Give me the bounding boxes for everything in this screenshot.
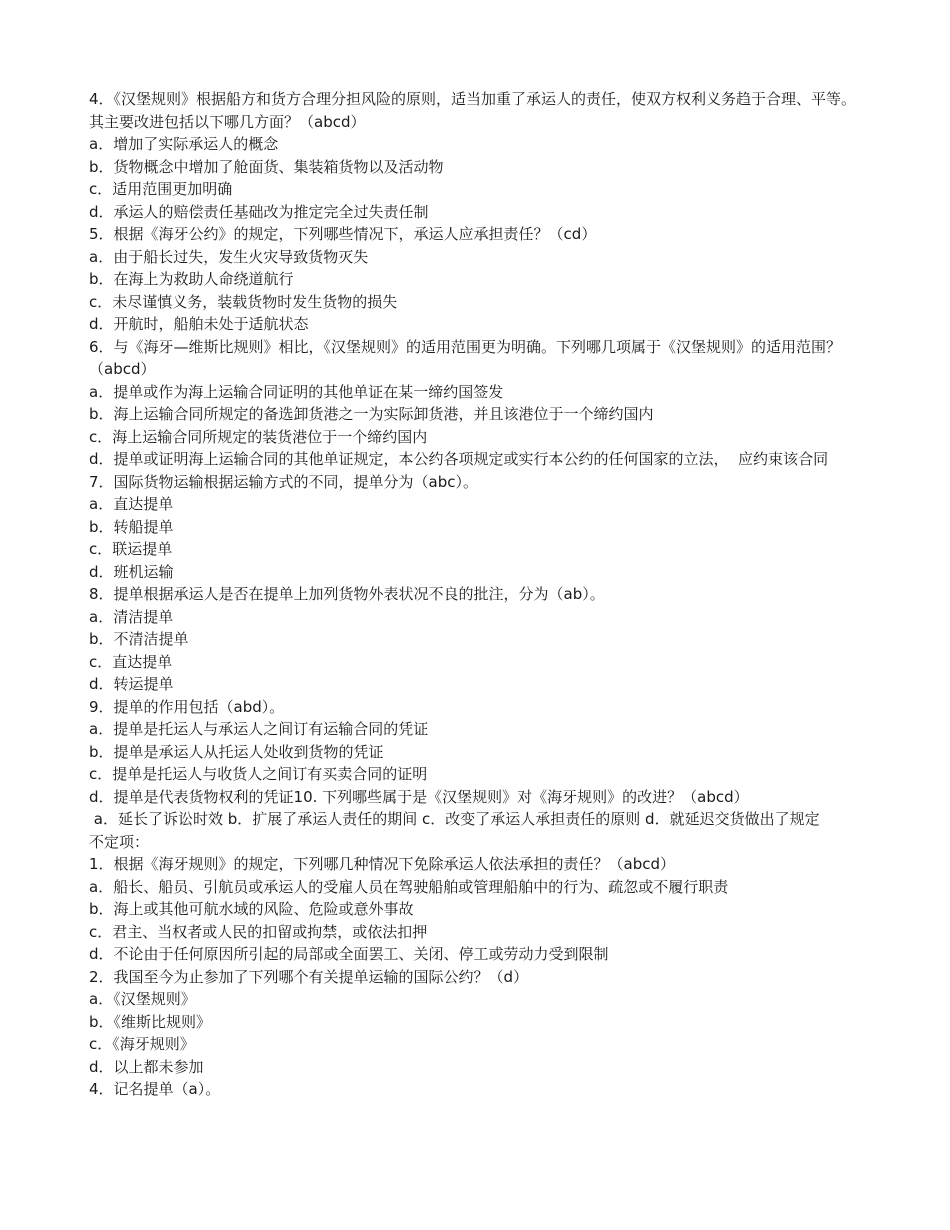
question-8-option-a: a．清洁提单: [89, 607, 174, 626]
question-5-option-a: a．由于船长过失，发生火灾导致货物灭失: [89, 247, 369, 266]
question-6-option-b: b．海上运输合同所规定的备选卸货港之一为实际卸货港，并且该港位于一个缔约国内: [89, 405, 654, 423]
question-9-option-d-and-question-10-stem: d．提单是代表货物权利的凭证10. 下列哪些属于是《汉堡规则》对《海牙规则》的改进？（abcd）: [89, 787, 749, 806]
question-6-stem: 6．与《海牙—维斯比规则》相比，《汉堡规则》的适用范围更为明确。下列哪几项属于《汉堡规则》的适用范围？（abcd）: [89, 337, 842, 378]
mc-question-4-stem: 4．记名提单（a）。: [89, 1080, 221, 1098]
question-8-option-b: b．不清洁提单: [89, 630, 189, 648]
question-4-stem: 4．《汉堡规则》根据船方和货方合理分担风险的原则，适当加重了承运人的责任，使双方权利义务趋于合理、平等。其主要改进包括以下哪几方面？（abcd）: [89, 90, 857, 131]
question-5-option-b: b．在海上为救助人命绕道航行: [89, 270, 294, 288]
question-4-option-a: a．增加了实际承运人的概念: [89, 135, 279, 153]
mc-question-1-option-a: a．船长、船员、引航员或承运人的受雇人员在驾驶船舶或管理船舶中的行为、疏忽或不履行职责: [89, 877, 729, 896]
question-7-stem: 7．国际货物运输根据运输方式的不同，提单分为（abc）。: [89, 472, 479, 491]
mc-question-2-option-a: a．《汉堡规则》: [89, 990, 196, 1008]
question-8-option-c: c．直达提单: [89, 652, 173, 671]
question-4-option-d: d．承运人的赔偿责任基础改为推定完全过失责任制: [89, 202, 429, 221]
question-8-stem: 8．提单根据承运人是否在提单上加列货物外表状况不良的批注，分为（ab）。: [89, 585, 605, 603]
mc-question-2-option-c: c．《海牙规则》: [89, 1035, 195, 1053]
question-7-option-c: c．联运提单: [89, 540, 173, 558]
question-9-option-a: a．提单是托运人与承运人之间订有运输合同的凭证: [89, 720, 429, 738]
question-9-stem: 9．提单的作用包括（abd）。: [89, 697, 285, 716]
question-8-option-d: d．转运提单: [89, 675, 174, 693]
question-5-option-d: d．开航时，船舶未处于适航状态: [89, 315, 309, 333]
question-4-option-c: c．适用范围更加明确: [89, 180, 233, 198]
mc-question-2-option-b: b．《维斯比规则》: [89, 1012, 212, 1031]
mc-question-2-stem: 2．我国至今为止参加了下列哪个有关提单运输的国际公约？（d）: [89, 967, 529, 986]
question-5-stem: 5．根据《海牙公约》的规定，下列哪些情况下，承运人应承担责任？（cd）: [89, 225, 597, 243]
question-6-option-d: d．提单或证明海上运输合同的其他单证规定，本公约各项规定或实行本公约的任何国家的立法， 应约束该合同: [89, 450, 829, 468]
question-7-option-d: d．班机运输: [89, 562, 174, 581]
question-4-option-b: b．货物概念中增加了舱面货、集装箱货物以及活动物: [89, 157, 444, 176]
question-6-option-a: a．提单或作为海上运输合同证明的其他单证在某一缔约国签发: [89, 382, 504, 401]
document-body: [89, 88, 861, 1101]
question-9-option-c: c．提单是托运人与收货人之间订有买卖合同的证明: [89, 765, 428, 783]
mc-question-2-option-d: d．以上都未参加: [89, 1057, 204, 1076]
section-heading-multiple-choice: 不定项：: [89, 832, 150, 851]
question-6-option-c: c．海上运输合同所规定的装货港位于一个缔约国内: [89, 427, 428, 446]
question-7-option-b: b．转船提单: [89, 517, 174, 536]
mc-question-1-stem: 1．根据《海牙规则》的规定，下列哪几种情况下免除承运人依法承担的责任？（abcd）: [89, 855, 676, 873]
question-5-option-c: c．未尽谨慎义务，装载货物时发生货物的损失: [89, 292, 398, 311]
mc-question-1-option-d: d．不论由于任何原因所引起的局部或全面罢工、关闭、停工或劳动力受到限制: [89, 945, 609, 963]
mc-question-1-option-b: b．海上或其他可航水域的风险、危险或意外事故: [89, 900, 414, 918]
question-10-options: a．延长了诉讼时效 b．扩展了承运人责任的期间 c．改变了承运人承担责任的原则 d．就延迟交货做出了规定: [89, 810, 820, 828]
mc-question-1-option-c: c．君主、当权者或人民的扣留或拘禁，或依法扣押: [89, 922, 428, 941]
question-7-option-a: a．直达提单: [89, 495, 174, 513]
question-9-option-b: b．提单是承运人从托运人处收到货物的凭证: [89, 742, 384, 761]
